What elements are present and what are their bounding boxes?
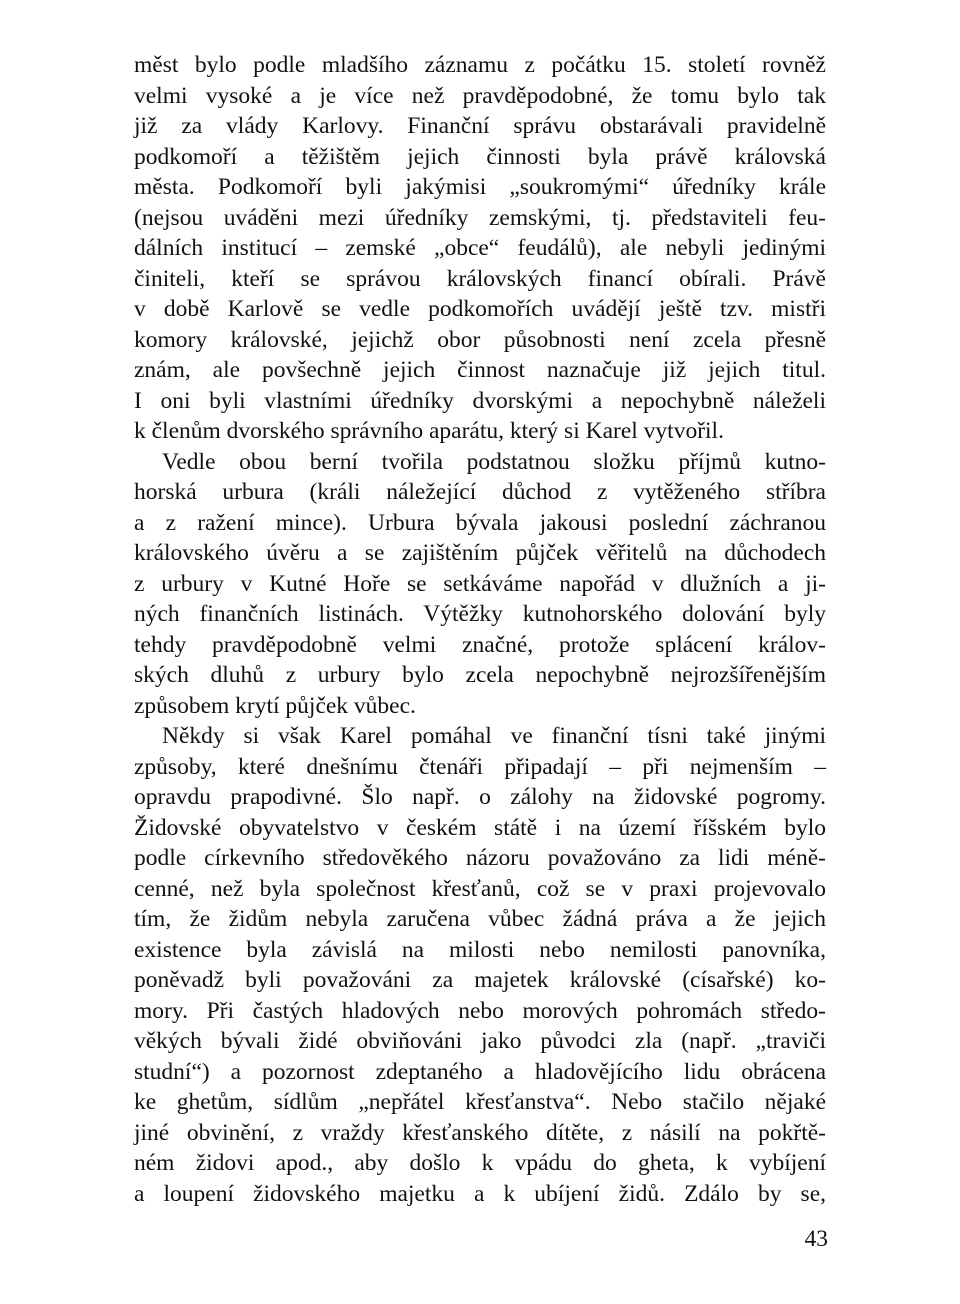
text-line: komory královské, jejichž obor působnosti není zcela přesně [134,326,826,353]
text-line: opravdu prapodivné. Šlo např. o zálohy na židovské pogromy. [134,784,826,810]
text-line: ném židovi apod., aby došlo k vpádu do gheta, k vybíjení [134,1150,826,1176]
paragraph-3 [134,721,826,1209]
text-line: znám, ale povšechně jejich činnost naznačuje již jejich titul. [134,357,826,383]
text-line: jiné obvinění, z vraždy křesťanského dítěte, z násilí na pokřtě- [134,1119,826,1146]
text-line: velmi vysoké a je více než pravděpodobné, že tomu bylo tak [134,82,826,109]
text-line: studní“) a pozornost zdeptaného a hladovějícího lidu obrácena [134,1058,826,1085]
text-line: způsobem krytí půjček vůbec. [134,692,416,719]
text-line: ských dluhů z urbury bylo zcela nepochybně nejrozšířenějším [134,662,826,688]
text-line: poněvadž byli považováni za majetek královské (císařské) ko- [134,967,826,993]
text-line: z urbury v Kutné Hoře se setkáváme napořád v dlužních a ji- [134,570,826,597]
text-line: podle církevního středověkého názoru považováno za lidi méně- [134,845,826,871]
body-text [134,50,826,1209]
text-line: mory. Při častých hladových nebo morových pohromách středo- [134,997,826,1024]
text-line: již za vlády Karlovy. Finanční správu obstarávali pravidelně [134,113,826,139]
text-line: způsoby, které dnešnímu čtenáři připadají – při nejmenším – [134,753,826,780]
text-line: a loupení židovského majetku a k ubíjení židů. Zdálo by se, [134,1180,826,1207]
text-line: v době Karlově se vedle podkomořích uvádějí ještě tzv. mistři [134,296,826,322]
text-line: Vedle obou berní tvořila podstatnou složku příjmů kutno- [162,448,826,475]
text-line: Někdy si však Karel pomáhal ve finanční tísni také jinými [162,723,826,749]
text-line: podkomoří a těžištěm jejich činnosti byla právě královská [134,143,826,170]
text-line: horská urbura (králi náležející důchod z vytěženého stříbra [134,479,826,505]
text-line: (nejsou uváděni mezi úředníky zemskými, tj. představiteli feu- [134,204,826,231]
text-line: cenné, než byla společnost křesťanů, což se v praxi projevovalo [134,875,826,902]
text-line: Židovské obyvatelstvo v českém státě i na území říšském bylo [134,814,826,841]
text-line: tehdy pravděpodobně velmi značné, protože splácení králov- [134,631,826,658]
text-line: královského úvěru a se zajištěním půjček věřitelů na důchodech [134,540,826,566]
text-line: k členům dvorského správního aparátu, který si Karel vytvořil. [134,418,724,444]
paragraph-2 [134,447,826,722]
paragraph-1 [134,50,826,447]
text-line: I oni byli vlastními úředníky dvorskými a nepochybně náleželi [134,387,826,414]
text-line: věkých bývali židé obviňováni jako původci zla (např. „traviči [134,1028,826,1054]
text-line: dálních institucí – zemské „obce“ feudálů), ale nebyli jedinými [134,235,826,261]
text-line: činiteli, kteří se správou královských financí obírali. Právě [134,265,826,292]
text-line: města. Podkomoří byli jakýmisi „soukromými“ úředníky krále [134,174,826,200]
text-line: existence byla závislá na milosti nebo nemilosti panovníka, [134,936,826,963]
text-line: ke ghetům, sídlům „nepřátel křesťanstva“. Nebo stačilo nějaké [134,1089,826,1115]
text-line: a z ražení mince). Urbura bývala jakousi poslední záchranou [134,509,826,536]
text-line: ných finančních listinách. Výtěžky kutnohorského dolování byly [134,601,826,627]
text-line: měst bylo podle mladšího záznamu z počátku 15. století rovněž [134,52,826,78]
text-line: tím, že židům nebyla zaručena vůbec žádná práva a že jejich [134,906,826,932]
page-number: 43 [804,1226,828,1252]
